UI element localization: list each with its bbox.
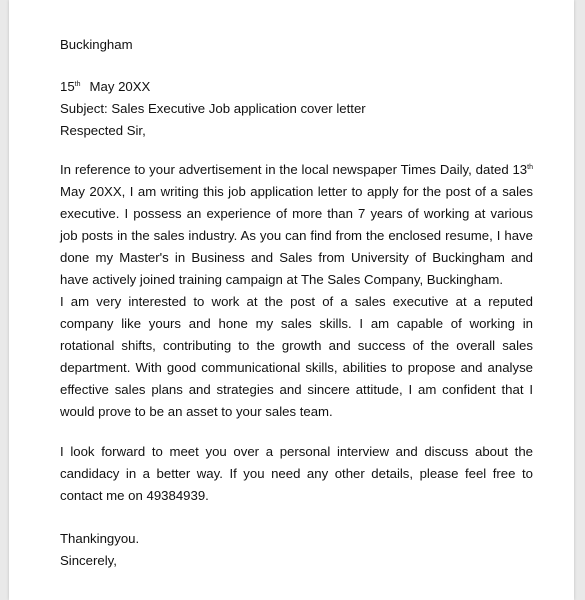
letter-date [60,76,533,98]
date-month-year: May 20XX [89,79,151,94]
date-day: 15 [60,79,75,94]
document-page [9,0,574,600]
paragraph-2: I am very interested to work at the post of a sales executive at a reputed company like yours and hone my sales skills. I am capable of working in rotational shifts, contributing to the growth and success of the overall sales department. With good communicational skills, abilities to propose and analyse effective sales plans and strategies and sincere attitude, I am confident that I would prove to be an asset to your sales team. [60,294,533,419]
date-day-suffix: th [74,81,81,88]
closing-sincerely: Sincerely, [60,553,117,568]
closing-thanks: Thankingyou. [60,531,140,546]
paragraph-1-part-a: In reference to your advertisement in the local newspaper Times Daily, dated 13 [60,162,528,177]
paragraph-1-part-b: May 20XX, I am writing this job application letter to apply for the post of a sales executive. I possess an experience of more than 7 years of working at various job posts in the sales industry. As you can find from the enclosed resume, I have done my Master's in Business and Sales from University of Buckingham and have actively joined training campaign at The Sales Company, Buckingham. [60,184,533,287]
letter-subject: Subject: Sales Executive Job application cover letter [60,101,366,116]
letter-salutation: Respected Sir, [60,123,146,138]
paragraph-3: I look forward to meet you over a personal interview and discuss about the candidacy in a better way. If you need any other details, please feel free to contact me on 49384939. [60,444,533,503]
letter-body [60,34,533,572]
sender-location: Buckingham [60,37,133,52]
paragraph-1 [60,159,533,291]
paragraph-1-sup: th [527,164,533,171]
